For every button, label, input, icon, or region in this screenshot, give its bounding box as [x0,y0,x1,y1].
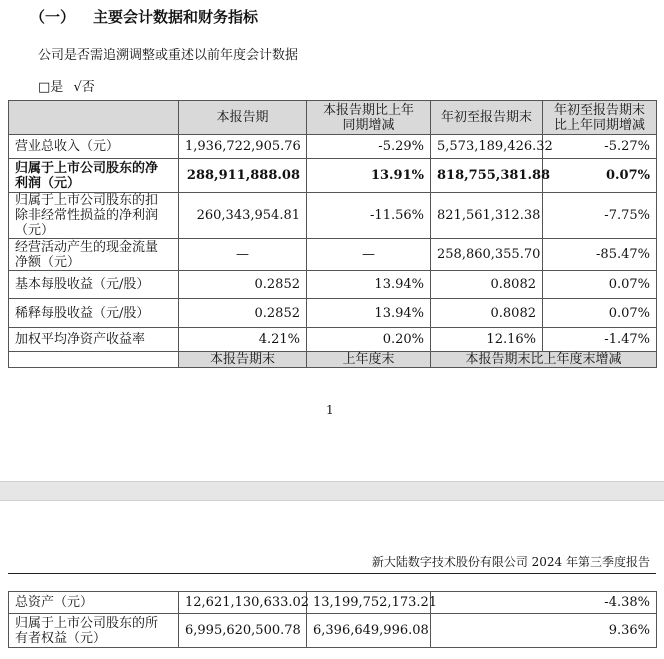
row-value: 13.91% [307,159,431,193]
row-value: — [179,239,307,271]
row-label-line: 利润（元） [15,175,81,191]
row-value: 0.2852 [179,299,307,328]
header-rule [8,573,656,574]
table-row [9,239,657,271]
row-label-line: 基本每股收益（元/股） [15,277,150,292]
table-subheader-row [9,352,657,368]
row-value: 258,860,355.70 [431,239,543,271]
row-value: -4.38% [431,592,657,614]
column-header [9,101,179,135]
row-value: 821,561,312.38 [431,193,543,239]
row-value: 0.2852 [179,271,307,299]
row-label-line: 归属于上市公司股东的净 [15,160,159,176]
row-label-line: 归属于上市公司股东的所 [15,615,159,631]
table-row [9,193,657,239]
table-row [9,271,657,299]
column-header-line: 本报告期比上年 [322,102,414,118]
column-header: 本报告期末 [179,352,307,368]
row-label-line: 经营活动产生的现金流量 [15,239,159,255]
column-header [307,101,431,135]
table-row [9,592,657,614]
column-header: 本报告期末比上年度末增减 [431,352,657,368]
row-label [9,328,179,352]
row-value: 13.94% [307,271,431,299]
row-value: -11.56% [307,193,431,239]
table-row [9,299,657,328]
row-value: 0.8082 [431,271,543,299]
section-title [30,6,258,27]
restatement-question: 公司是否需追溯调整或重述以前年度会计数据 [38,48,299,63]
column-header [9,352,179,368]
row-value: 260,343,954.81 [179,193,307,239]
table-row [9,135,657,159]
table-row [9,159,657,193]
row-label-line: 除非经常性损益的净利润 [15,208,159,223]
row-value: 9.36% [431,614,657,648]
row-label [9,135,179,159]
row-value: -7.75% [543,193,657,239]
column-header: 年初至报告期末 [431,101,543,135]
answer-no: √否 [73,80,95,95]
table-header-row [9,101,657,135]
row-value: 13,199,752,173.21 [307,592,431,614]
column-header: 上年度末 [307,352,431,368]
row-value: 0.07% [543,271,657,299]
row-label-line: 稀释每股收益（元/股） [15,305,150,321]
row-value: -85.47% [543,239,657,271]
row-value: 6,396,649,996.08 [307,614,431,648]
running-header: 新大陆数字技术股份有限公司 2024 年第三季度报告 [371,555,650,569]
answer-yes: □是 [38,80,64,95]
row-value: 0.8082 [431,299,543,328]
column-header: 本报告期 [179,101,307,135]
column-header-line: 年初至报告期末 [553,102,645,118]
row-value: 288,911,888.08 [179,159,307,193]
row-value: 0.07% [543,159,657,193]
row-value: — [307,239,431,271]
row-label-line: 总资产（元） [15,595,94,610]
row-label-line: 归属于上市公司股东的扣 [15,193,159,208]
table-row [9,614,657,648]
row-label-line: 净额（元） [15,254,81,270]
row-label [9,239,179,271]
row-label [9,159,179,193]
row-value: 0.07% [543,299,657,328]
balance-sheet-table [8,591,657,648]
row-value: 4.21% [179,328,307,352]
row-label-line: 加权平均净资产收益率 [15,332,146,347]
section-heading: 主要会计数据和财务指标 [93,8,259,26]
row-value: 13.94% [307,299,431,328]
row-value: 12,621,130,633.02 [179,592,307,614]
row-value: 1,936,722,905.76 [179,135,307,159]
row-label [9,614,179,648]
row-label-line: 有者权益（元） [15,630,107,646]
row-value: -5.27% [543,135,657,159]
row-value: 0.20% [307,328,431,352]
restatement-answer [38,76,95,95]
row-value: 12.16% [431,328,543,352]
row-value: -5.29% [307,135,431,159]
row-label [9,592,179,614]
financial-indicators-table [8,100,657,368]
row-label [9,271,179,299]
row-value: 5,573,189,426.32 [431,135,543,159]
page-number: 1 [326,403,334,417]
page-separator [0,481,664,501]
column-header [543,101,657,135]
row-value: -1.47% [543,328,657,352]
section-number: （一） [30,8,76,26]
row-label [9,299,179,328]
row-label-line: 营业总收入（元） [15,139,120,154]
column-header-line: 同期增减 [342,117,395,133]
row-value: 818,755,381.88 [431,159,543,193]
row-label-line: （元） [15,223,55,238]
table-row [9,328,657,352]
row-label [9,193,179,239]
column-header-line: 比上年同期增减 [553,117,645,133]
row-value: 6,995,620,500.78 [179,614,307,648]
